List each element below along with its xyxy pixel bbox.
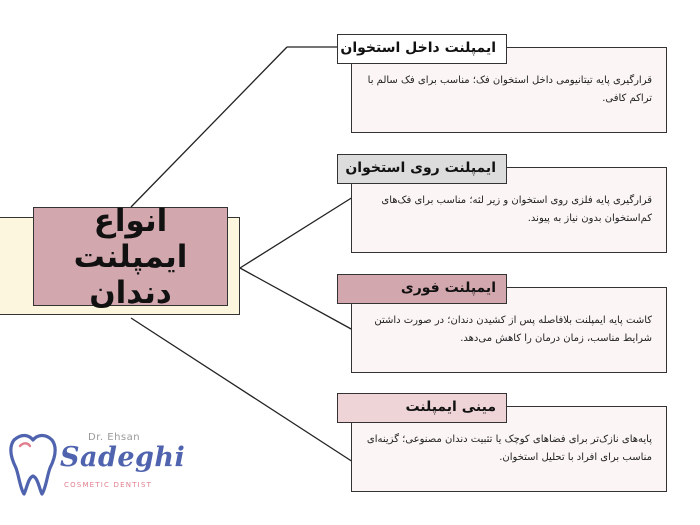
- branch-2-label: [337, 154, 507, 184]
- diagram-title-text: انواع ایمپلنت دندان: [73, 202, 188, 311]
- branch-3-label-text: ایمپلنت فوری: [400, 280, 496, 296]
- tooth-shine: [20, 443, 30, 446]
- branch-2-label-text: ایمپلنت روی استخوان: [345, 160, 496, 176]
- tooth-outline: [11, 435, 55, 494]
- branch-3-description: کاشت پایه ایمپلنت بلافاصله پس از کشیدن دندان؛ در صورت داشتن شرایط مناسب، زمان درمان را کاهش می‌دهد.: [374, 315, 652, 344]
- logo-subtitle: COSMETIC DENTIST: [64, 481, 153, 489]
- branch-4-label: [337, 393, 507, 423]
- tooth-icon: [8, 432, 58, 498]
- connector-to-branch-1: [131, 47, 287, 207]
- branch-4-description: پایه‌های نازک‌تر برای فضاهای کوچک یا تثبیت دندان مصنوعی؛ گزینه‌ای مناسب برای افراد با تحلیل استخوان.: [366, 434, 652, 463]
- logo-prefix: Dr. Ehsan: [88, 432, 141, 443]
- branch-1-label-text: ایمپلنت داخل استخوان: [340, 40, 496, 56]
- clinic-logo: [8, 432, 186, 504]
- branch-2-description: قرارگیری پایه فلزی روی استخوان و زیر لثه؛ مناسب برای فک‌های کم‌استخوان بدون نیاز به پیوند.: [381, 195, 652, 224]
- branch-4-label-text: مینی ایمپلنت: [405, 399, 496, 415]
- diagram-title: [33, 202, 228, 311]
- logo-name: Sadeghi: [60, 442, 186, 473]
- branch-1-label: [337, 34, 507, 64]
- branch-1-description: قرارگیری پایه تیتانیومی داخل استخوان فک؛ مناسب برای فک سالم با تراکم کافی.: [367, 75, 652, 104]
- connector-to-branch-2: [240, 197, 353, 268]
- branch-3-label: [337, 274, 507, 304]
